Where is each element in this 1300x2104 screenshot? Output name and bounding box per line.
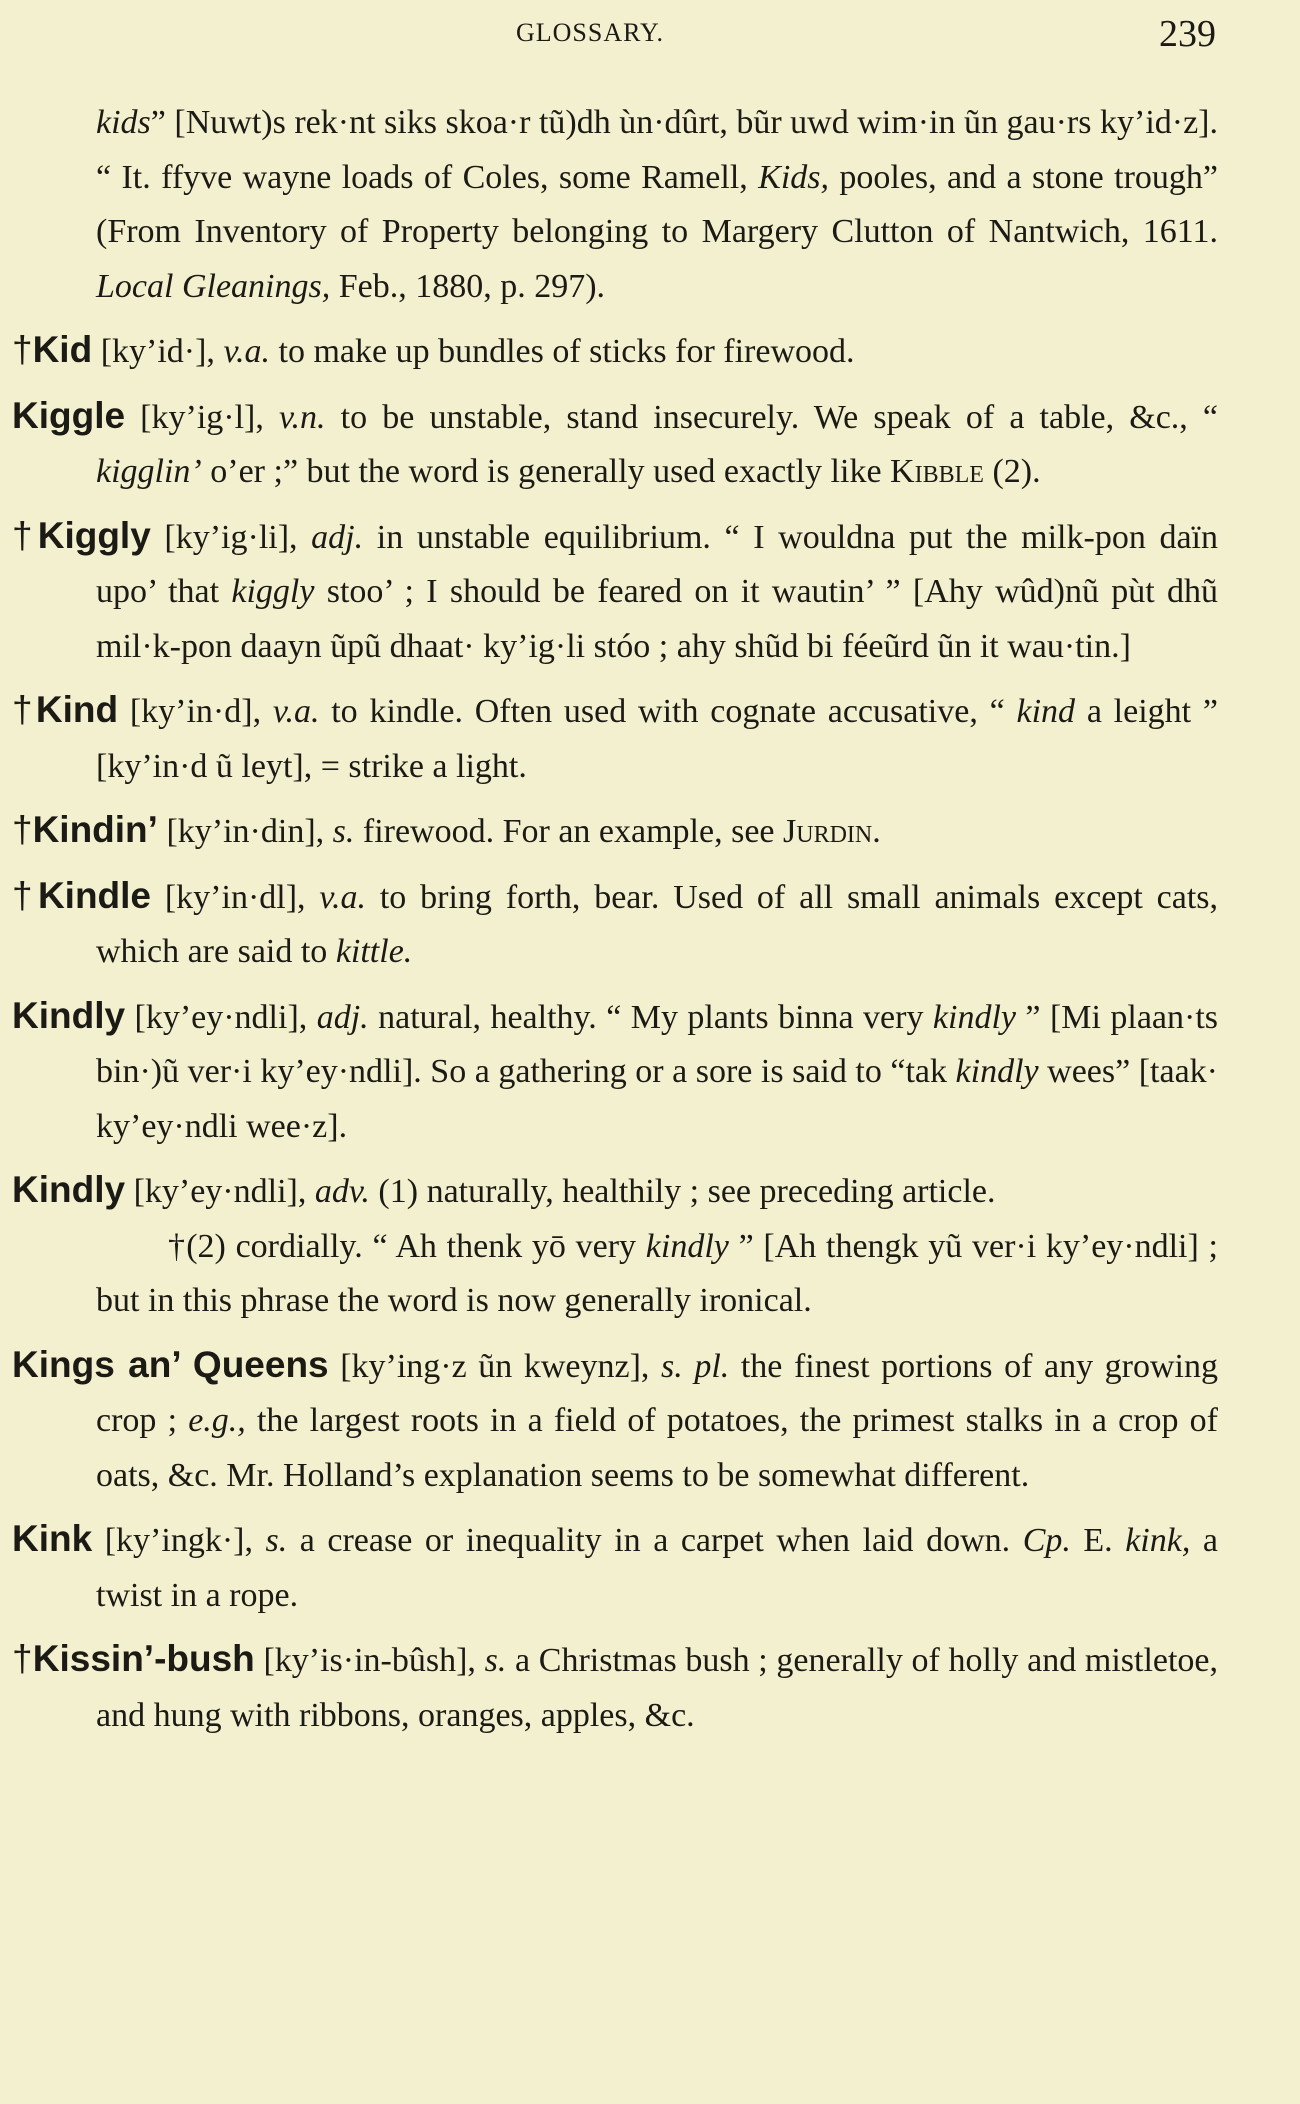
part-of-speech: adj. bbox=[311, 518, 364, 556]
entry-text: firewood. For an example, see bbox=[354, 813, 784, 850]
headword bbox=[12, 995, 125, 1036]
italic-word: kigglin’ bbox=[96, 453, 202, 490]
entry-text: to kindle. Often used with cognate accusative, “ bbox=[319, 693, 1017, 730]
part-of-speech: s. bbox=[332, 813, 355, 850]
dagger-mark: † bbox=[12, 514, 38, 556]
part-of-speech: v.a. bbox=[223, 333, 271, 370]
entry-text: (1) naturally, healthily ; see preceding article. bbox=[369, 1173, 996, 1210]
headword bbox=[12, 875, 151, 916]
entry-text: [ky’ey·ndli], bbox=[125, 1173, 315, 1210]
entry-kink bbox=[12, 1512, 1218, 1623]
dagger-mark: † bbox=[12, 329, 33, 370]
entry-text: [ky’ig·l], bbox=[125, 398, 279, 436]
part-of-speech: s. bbox=[484, 1642, 507, 1679]
entry-text: ” [Ah thengk yũ ver·i ky’ey·ndli] ; but in this phrase the word is now generally ironical. bbox=[96, 1227, 1218, 1319]
dagger-mark: † bbox=[12, 874, 38, 916]
entry-text: [ky’in·din], bbox=[157, 813, 333, 850]
italic-word: Local Gleanings, bbox=[96, 267, 331, 305]
part-of-speech: adj. bbox=[316, 998, 369, 1036]
part-of-speech: s. pl. bbox=[661, 1347, 730, 1385]
italic-word: kindly bbox=[955, 1053, 1039, 1090]
headword-text: Kid bbox=[32, 329, 93, 370]
headword-text: Kindly bbox=[12, 1169, 126, 1210]
headword bbox=[12, 689, 118, 730]
entry-text: a crease or inequality in a carpet when laid down. bbox=[287, 1522, 1023, 1559]
italic-word: kiggly bbox=[231, 573, 315, 610]
part-of-speech: v.n. bbox=[278, 398, 326, 436]
headword bbox=[12, 1344, 329, 1385]
entry-text: to be unstable, stand insecurely. We speak of a table, &c., “ bbox=[325, 398, 1218, 436]
entry-kind bbox=[12, 683, 1218, 794]
entry-text: to bring forth, bear. Used of all small animals except cats, which are said to bbox=[96, 878, 1219, 970]
dagger-mark: † bbox=[12, 1638, 33, 1679]
entry-text: a twist in a rope. bbox=[96, 1522, 1218, 1614]
headword bbox=[12, 1518, 92, 1559]
italic-word: kindly bbox=[645, 1227, 729, 1265]
entry-kindly-adv-sense-2 bbox=[12, 1220, 1218, 1329]
entry-text: Feb., 1880, p. 297). bbox=[330, 267, 606, 305]
entry-kindly-adj bbox=[12, 989, 1218, 1155]
entry-text: in unstable equilibrium. “ I wouldna put the milk-pon daïn upo’ that bbox=[96, 518, 1218, 610]
headword-text: Kink bbox=[12, 1518, 93, 1559]
headword-text: Kings an’ Queens bbox=[12, 1343, 329, 1385]
headword-text: Kind bbox=[35, 689, 119, 730]
headword bbox=[12, 1638, 255, 1679]
italic-word: kind bbox=[1016, 693, 1076, 730]
entry-text: the finest portions of any growing crop ; bbox=[96, 1347, 1218, 1439]
entry-text: . bbox=[872, 813, 881, 850]
entry-kindle bbox=[12, 869, 1218, 980]
entry-text: a Christmas bush ; generally of holly and mistletoe, and hung with ribbons, oranges, apples, &c. bbox=[96, 1642, 1219, 1734]
glossary-body bbox=[12, 96, 1218, 1752]
headword-text: Kindin’ bbox=[32, 809, 158, 850]
entry-text: [ky’ingk·], bbox=[92, 1522, 266, 1559]
entry-text: [ky’in·dl], bbox=[151, 878, 320, 916]
page-number: 239 bbox=[1159, 13, 1216, 55]
italic-word: kindly bbox=[932, 998, 1016, 1036]
italic-word: Kids, bbox=[758, 158, 830, 196]
headword-text: Kindly bbox=[12, 994, 126, 1036]
entry-text: [ky’is·in-bûsh], bbox=[254, 1642, 485, 1679]
headword-text: Kiggle bbox=[12, 394, 126, 436]
entry-text: natural, healthy. “ My plants binna very bbox=[368, 998, 933, 1036]
italic-word: Cp. bbox=[1022, 1522, 1071, 1559]
entry-text: [ky’ey·ndli], bbox=[125, 998, 317, 1036]
italic-word: kittle. bbox=[335, 933, 413, 970]
headword bbox=[12, 329, 92, 370]
entry-text: ” [Mi plaan·ts bin·)ũ ver·i ky’ey·ndli]. So a gathering or a sore is said to “tak bbox=[96, 998, 1219, 1090]
entry-text: [ky’id·], bbox=[92, 333, 224, 370]
dagger-mark: † bbox=[12, 689, 36, 730]
entry-kindin bbox=[12, 803, 1218, 860]
entry-text: †(2) cordially. “ Ah thenk yō very bbox=[168, 1227, 646, 1265]
headword-text: Kindle bbox=[37, 874, 151, 916]
running-header bbox=[96, 8, 1216, 58]
entry-kiggle bbox=[12, 389, 1218, 500]
entry-kindly-adv bbox=[12, 1163, 1218, 1220]
headword bbox=[12, 395, 125, 436]
entry-text: wees” [taak· ky’ey·ndli wee·z]. bbox=[96, 1053, 1218, 1145]
entry-text: ” [Nuwt)s rek·nt siks skoa·r tũ)dh ùn·dûrt, bũr uwd wim·in ũn gau·rs ky’id·z]. “ It. ffyve wayne loads of Coles, some Ramell, bbox=[96, 104, 1218, 196]
entry-kings-an-queens bbox=[12, 1338, 1218, 1504]
entry-text: pooles, and a stone trough” (From Inventory of Property belonging to Margery Clutton of Nantwich, 1611. bbox=[96, 158, 1218, 250]
entry-text: the largest roots in a field of potatoes, the primest stalks in a crop of oats, &c. Mr. Holland’s explanation seems to be somewhat different. bbox=[96, 1402, 1218, 1494]
part-of-speech: adv. bbox=[314, 1173, 370, 1210]
italic-word: kink, bbox=[1125, 1522, 1191, 1559]
entry-kiggly bbox=[12, 509, 1218, 675]
entry-text: o’er ;” but the word is generally used exactly like bbox=[201, 453, 891, 490]
entry-text: [ky’ig·li], bbox=[150, 518, 312, 556]
entry-kid bbox=[12, 323, 1218, 380]
headword bbox=[12, 809, 158, 850]
headword-text: Kiggly bbox=[37, 514, 151, 556]
headword-text: Kissin’-bush bbox=[32, 1638, 255, 1679]
entry-text: stoo’ ; I should be feared on it wautin’ ” [Ahy wûd)nũ pùt dhũ mil·k-pon daayn ũpũ dhaat· ky’ig·li stóo ; ahy shũd bi féeũrd ũn it wau·tin.] bbox=[96, 573, 1218, 665]
entry-kissin-bush bbox=[12, 1632, 1218, 1743]
headword bbox=[12, 515, 151, 556]
entry-continuation bbox=[12, 96, 1218, 314]
entry-text: to make up bundles of sticks for firewood. bbox=[270, 333, 855, 370]
cross-reference: Jurdin bbox=[783, 813, 873, 850]
part-of-speech: s. bbox=[265, 1522, 288, 1559]
italic-word: kids bbox=[96, 104, 151, 141]
entry-text: [ky’in·d], bbox=[118, 693, 273, 730]
part-of-speech: v.a. bbox=[272, 693, 320, 730]
entry-text: (2). bbox=[983, 453, 1041, 490]
running-title: GLOSSARY. bbox=[516, 18, 664, 47]
dagger-mark: † bbox=[12, 809, 33, 850]
cross-reference: Kibble bbox=[890, 453, 984, 490]
italic-word: e.g., bbox=[188, 1402, 246, 1439]
part-of-speech: v.a. bbox=[319, 878, 366, 916]
headword bbox=[12, 1169, 125, 1210]
entry-text: E. bbox=[1070, 1522, 1126, 1559]
entry-text: [ky’ing·z ũn kweynz], bbox=[328, 1347, 662, 1385]
entry-text: a leight ” [ky’in·d ũ leyt], = strike a light. bbox=[96, 693, 1218, 785]
